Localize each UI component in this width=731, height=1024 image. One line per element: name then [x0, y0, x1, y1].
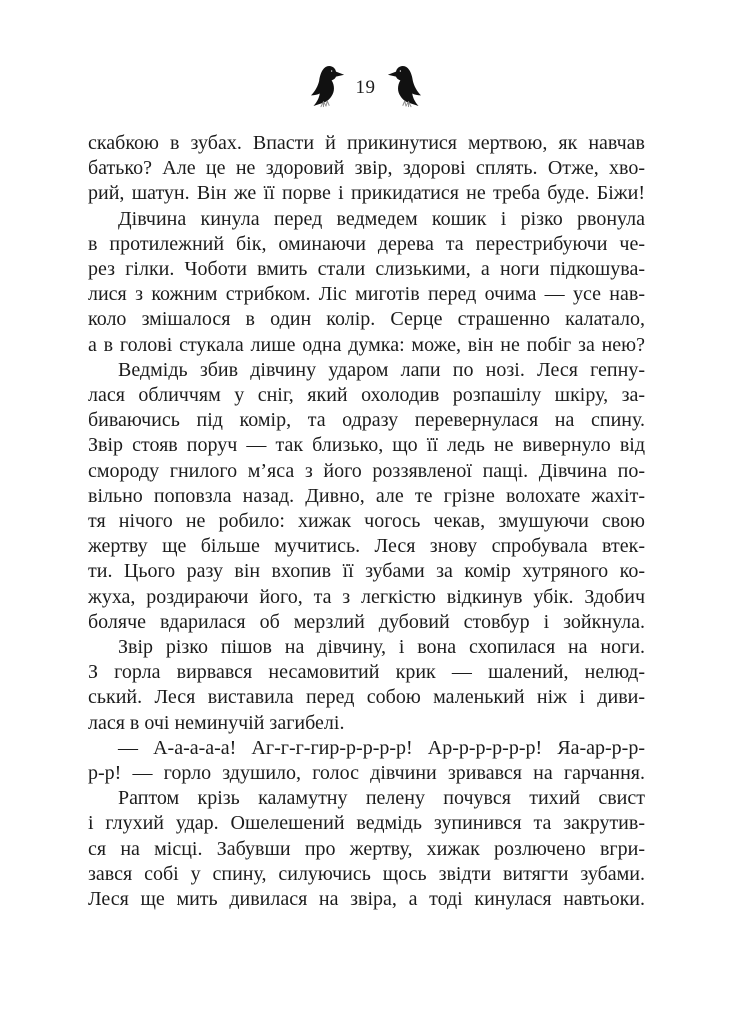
paragraph	[88, 786, 645, 912]
text-line: жуха, роздираючи його, та з легкістю відкинув убік. Здобич	[88, 585, 645, 608]
text-line: зався собі у спину, силуючись щось звідти витягти зубами.	[88, 862, 645, 885]
text-line: р-р! — горло здушило, голос дівчини зривався на гарчання.	[88, 762, 645, 785]
paragraph	[88, 736, 645, 786]
text-line: тя нічого не робило: хижак чогось чекав, змушуючи свою	[88, 510, 645, 533]
paragraph	[88, 131, 645, 207]
text-line: в протилежний бік, оминаючи дерева та перестрибуючи че-	[88, 232, 645, 255]
text-line: лася обличчям у сніг, який охолодив розпашілу шкіру, за-	[88, 384, 645, 407]
text-line: Звір різко пішов на дівчину, і вона схопилася на ноги.	[118, 636, 645, 659]
text-line: вільно поповзла назад. Дивно, але те грізне волохате жахіт-	[88, 484, 645, 507]
text-line: лися з кожним стрибком. Ліс миготів перед очима — усе нав-	[88, 283, 645, 306]
text-line: Раптом крізь каламутну пелену почувся тихий свист	[118, 787, 645, 810]
paragraph	[88, 635, 645, 736]
text-line: а в голові стукала лише одна думка: може, він не побіг за нею?	[88, 333, 645, 356]
text-line: скабкою в зубах. Впасти й прикинутися мертвою, як навчав	[88, 132, 645, 154]
text-line: рий, шатун. Він же її порве і прикидатися не треба буде. Біжи!	[88, 182, 645, 205]
text-line: Дівчина кинула перед ведмедем кошик і різко рвонула	[118, 207, 645, 230]
text-line: коло змішалося в один колір. Серце страшенно калатало,	[88, 308, 645, 331]
page-number: 19	[355, 76, 376, 98]
text-line: ся на місці. Забувши про жертву, хижак розлючено вгри-	[88, 837, 645, 860]
paragraph	[88, 207, 645, 358]
text-line: ти. Цього разу він вхопив її зубами за комір хутряного ко-	[88, 560, 645, 583]
text-line: — А-а-а-а-а! Аг-г-г-гир-р-р-р-р! Ар-р-р-р-р-р! Яа-ар-р-р-	[118, 736, 645, 759]
text-line: Звір стояв поруч — так близько, що її ледь не вивернуло від	[88, 434, 645, 457]
raven-icon	[386, 62, 426, 110]
text-line: батько? Але це не здоровий звір, здорові сплять. Отже, хво-	[88, 157, 645, 180]
text-line: биваючись під комір, та одразу перевернулася на спину.	[88, 409, 645, 432]
text-line: рез гілки. Чоботи вмить стали слизькими, а ноги підкошува-	[88, 258, 645, 281]
text-line: і глухий удар. Ошелешений ведмідь зупинився та закрутив-	[88, 812, 645, 835]
text-line: ський. Леся виставила перед собою маленький ніж і диви-	[88, 686, 645, 709]
text-line: Леся ще мить дивилася на звіра, а тоді кинулася навтьоки.	[88, 888, 645, 911]
page-text	[88, 131, 645, 912]
raven-icon	[306, 62, 346, 110]
text-line: смороду гнилого м’яса з його роззявленої пащі. Дівчина по-	[88, 459, 645, 482]
text-line: Ведмідь збив дівчину ударом лапи по нозі. Леся гепну-	[118, 358, 645, 381]
page-header	[0, 0, 731, 112]
text-line: боляче вдарилася об мерзлий дубовий стовбур і зойкнула.	[88, 610, 645, 633]
text-line: З горла вирвався несамовитий крик — шалений, нелюд-	[88, 661, 645, 684]
text-line: жертву ще більше мучитись. Леся знову спробувала втек-	[88, 535, 645, 558]
paragraph	[88, 358, 645, 635]
text-line: лася в очі неминучій загибелі.	[88, 711, 345, 734]
